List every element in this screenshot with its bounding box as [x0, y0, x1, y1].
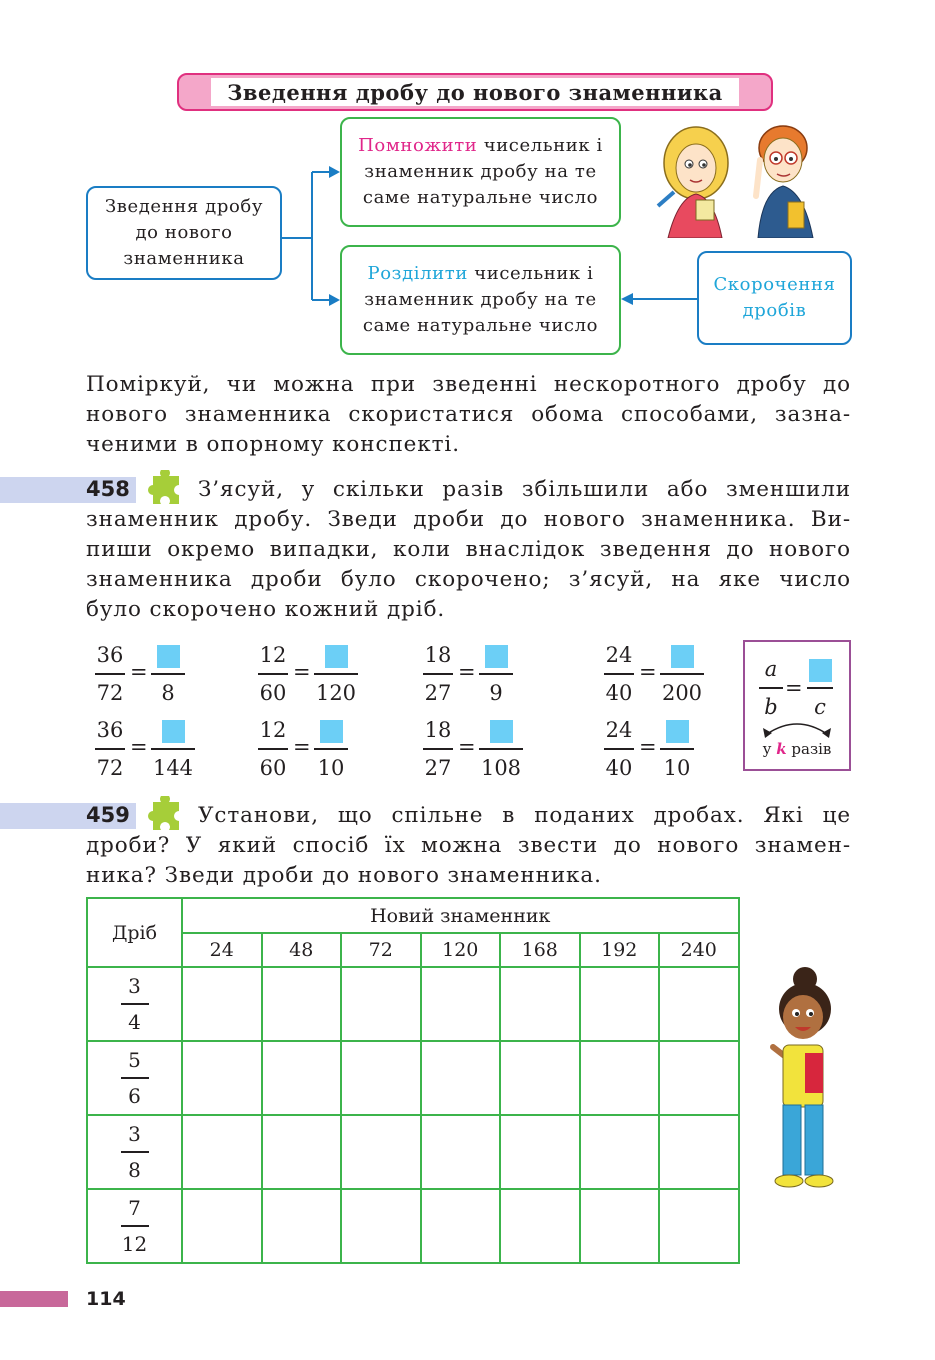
equals-sign: =	[458, 735, 476, 759]
denominator: 72	[96, 680, 124, 705]
divide-keyword: Розділити	[367, 263, 468, 284]
blank-square[interactable]	[485, 645, 508, 668]
table-header-new-denominator: Новий знаменник	[182, 898, 739, 933]
answer-cell[interactable]	[341, 1189, 421, 1263]
blank-square[interactable]	[162, 720, 185, 743]
answer-cell[interactable]	[182, 1189, 262, 1263]
target-fraction	[479, 640, 513, 708]
exercise-459-text	[86, 801, 851, 891]
blank-square[interactable]	[671, 645, 694, 668]
blank-square[interactable]	[490, 720, 513, 743]
girl-illustration	[765, 965, 840, 1195]
equals-sign: =	[293, 735, 311, 759]
answer-cell[interactable]	[262, 1041, 342, 1115]
numerator: 24	[605, 718, 633, 742]
blank-square[interactable]	[157, 645, 180, 668]
target-fraction	[660, 715, 694, 783]
new-denominator: 8	[161, 680, 175, 705]
main-concept-box: Зведення дробу до нового знаменника	[86, 186, 282, 280]
answer-cell[interactable]	[182, 1115, 262, 1189]
answer-cell[interactable]	[421, 1189, 501, 1263]
answer-cell[interactable]	[580, 1189, 660, 1263]
exercise-459-number: 459	[86, 803, 130, 827]
denominator: 4	[128, 1009, 141, 1034]
given-fraction	[95, 640, 125, 708]
rule-caption	[745, 740, 849, 758]
given-fraction	[423, 640, 453, 708]
target-fraction	[314, 640, 358, 708]
exercise-458-number: 458	[86, 477, 130, 501]
given-fraction	[258, 640, 288, 708]
given-fraction	[604, 640, 634, 708]
answer-cell[interactable]	[341, 967, 421, 1041]
new-denominator: 200	[661, 680, 703, 705]
intro-line: нового знаменника скористатися обома способами, зазна-	[86, 402, 851, 427]
answer-cell[interactable]	[182, 1041, 262, 1115]
numerator: 3	[128, 1122, 141, 1147]
numerator: 12	[259, 718, 287, 742]
multiply-keyword: Помножити	[358, 135, 478, 156]
numerator: 36	[96, 643, 124, 667]
fraction-cell	[87, 1189, 182, 1263]
new-denominator: 120	[315, 680, 357, 705]
blank-square[interactable]	[320, 720, 343, 743]
exercise-458-line: було скорочено кожний дріб.	[86, 597, 446, 622]
denominator: 27	[424, 755, 452, 780]
arrow-head-icon	[822, 728, 831, 738]
answer-cell[interactable]	[341, 1041, 421, 1115]
numerator: 3	[128, 974, 141, 999]
rule-k: k	[776, 740, 787, 758]
answer-cell[interactable]	[421, 1041, 501, 1115]
page-number: 114	[86, 1288, 126, 1310]
reduce-text: Скорочення дробів	[713, 274, 836, 321]
answer-cell[interactable]	[500, 1041, 580, 1115]
target-fraction	[479, 715, 523, 783]
blank-square[interactable]	[809, 659, 832, 682]
denominator: 27	[424, 680, 452, 705]
multiply-text: чисельник і знаменник дробу на те саме натуральне число	[362, 135, 603, 208]
answer-cell[interactable]	[421, 967, 501, 1041]
new-denominator: 144	[152, 755, 194, 780]
denominator: 12	[121, 1231, 148, 1256]
numerator: 7	[128, 1196, 141, 1221]
table-row	[87, 1041, 739, 1115]
denominator: 60	[259, 755, 287, 780]
students-illustration	[648, 118, 823, 238]
equals-sign: =	[639, 735, 657, 759]
new-denominator: 9	[489, 680, 503, 705]
denominator-header: 168	[500, 933, 580, 967]
equals-sign: =	[639, 660, 657, 684]
rule-a: a	[764, 657, 778, 681]
answer-cell[interactable]	[500, 967, 580, 1041]
equals-sign: =	[130, 660, 148, 684]
numerator: 18	[424, 718, 452, 742]
answer-cell[interactable]	[262, 1115, 342, 1189]
denominator-header: 240	[659, 933, 739, 967]
numerator: 5	[128, 1048, 141, 1073]
equals-sign: =	[293, 660, 311, 684]
answer-cell[interactable]	[659, 1115, 739, 1189]
table-row	[87, 1189, 739, 1263]
denominator: 72	[96, 755, 124, 780]
blank-square[interactable]	[666, 720, 689, 743]
given-fraction	[95, 715, 125, 783]
target-fraction	[314, 715, 348, 783]
arrow-head-icon	[763, 728, 772, 738]
given-fraction	[423, 715, 453, 783]
rule-c: c	[814, 694, 826, 719]
table-header-fraction: Дріб	[87, 898, 182, 967]
rule-equals: =	[785, 676, 803, 700]
denominator-header: 24	[182, 933, 262, 967]
answer-cell[interactable]	[262, 1189, 342, 1263]
exercise-458-line: знаменника дроби було скорочено; з’ясуй, на яке число	[86, 567, 851, 592]
exercise-459-line: Установи, що спільне в поданих дробах. Які це	[198, 803, 851, 828]
answer-cell[interactable]	[659, 1041, 739, 1115]
exercise-458-line: пиши окремо випадки, коли внаслідок зведення до нового	[86, 537, 851, 562]
rule-fraction-left	[759, 654, 783, 722]
numerator: 36	[96, 718, 124, 742]
fraction-cell	[87, 1041, 182, 1115]
new-denominator: 10	[663, 755, 691, 780]
intro-line: Поміркуй, чи можна при зведенні нескоротного дробу до	[86, 372, 851, 397]
numerator: 18	[424, 643, 452, 667]
page-number-bar	[0, 1291, 68, 1307]
intro-line: ченими в опорному конспекті.	[86, 432, 460, 457]
denominator-header: 48	[262, 933, 342, 967]
given-fraction	[258, 715, 288, 783]
given-fraction	[604, 715, 634, 783]
fraction-cell	[87, 1115, 182, 1189]
answer-cell[interactable]	[500, 1189, 580, 1263]
denominator: 40	[605, 755, 633, 780]
answer-cell[interactable]	[500, 1115, 580, 1189]
rule-caption-post: разів	[791, 740, 832, 758]
intro-paragraph	[86, 370, 851, 460]
answer-cell[interactable]	[580, 1041, 660, 1115]
arrow-head-icon	[621, 293, 633, 305]
fraction-table	[86, 897, 740, 1264]
new-denominator: 108	[480, 755, 522, 780]
denominator-header: 192	[580, 933, 660, 967]
equals-sign: =	[130, 735, 148, 759]
denominator-header: 120	[421, 933, 501, 967]
target-fraction	[151, 715, 195, 783]
exercise-458-text	[86, 475, 851, 625]
exercise-459-line: дроби? У який спосіб їх можна звести до нового знамен-	[86, 833, 851, 858]
answer-cell[interactable]	[262, 967, 342, 1041]
exercise-458-line: З’ясуй, у скільки разів збільшили або зменшили	[198, 477, 851, 502]
denominator-row	[87, 933, 739, 967]
exercise-458-line: знаменник дробу. Зведи дроби до нового знаменника. Ви-	[86, 507, 851, 532]
answer-cell[interactable]	[580, 967, 660, 1041]
rule-frame	[743, 640, 851, 771]
fraction-cell	[87, 967, 182, 1041]
equals-sign: =	[458, 660, 476, 684]
numerator: 24	[605, 643, 633, 667]
denominator-header: 72	[341, 933, 421, 967]
divide-text: чисельник і знаменник дробу на те саме натуральне число	[362, 263, 599, 336]
denominator: 6	[128, 1083, 141, 1108]
target-fraction	[151, 640, 185, 708]
answer-cell[interactable]	[580, 1115, 660, 1189]
blank-square[interactable]	[325, 645, 348, 668]
answer-cell[interactable]	[341, 1115, 421, 1189]
arrow-head-icon	[329, 166, 340, 178]
new-denominator: 10	[317, 755, 345, 780]
rule-caption-pre: у	[762, 740, 772, 758]
topic-title: Зведення дробу до нового знаменника	[211, 78, 739, 106]
rule-fraction-right	[807, 654, 833, 722]
answer-cell[interactable]	[182, 967, 262, 1041]
table-row	[87, 967, 739, 1041]
table-row	[87, 1115, 739, 1189]
target-fraction	[660, 640, 704, 708]
rule-b: b	[764, 694, 778, 719]
arrow-head-icon	[329, 294, 340, 306]
answer-cell[interactable]	[659, 967, 739, 1041]
denominator: 40	[605, 680, 633, 705]
answer-cell[interactable]	[421, 1115, 501, 1189]
answer-cell[interactable]	[659, 1189, 739, 1263]
numerator: 12	[259, 643, 287, 667]
exercise-459-line: ника? Зведи дроби до нового знаменника.	[86, 863, 602, 888]
denominator: 60	[259, 680, 287, 705]
denominator: 8	[128, 1157, 141, 1182]
